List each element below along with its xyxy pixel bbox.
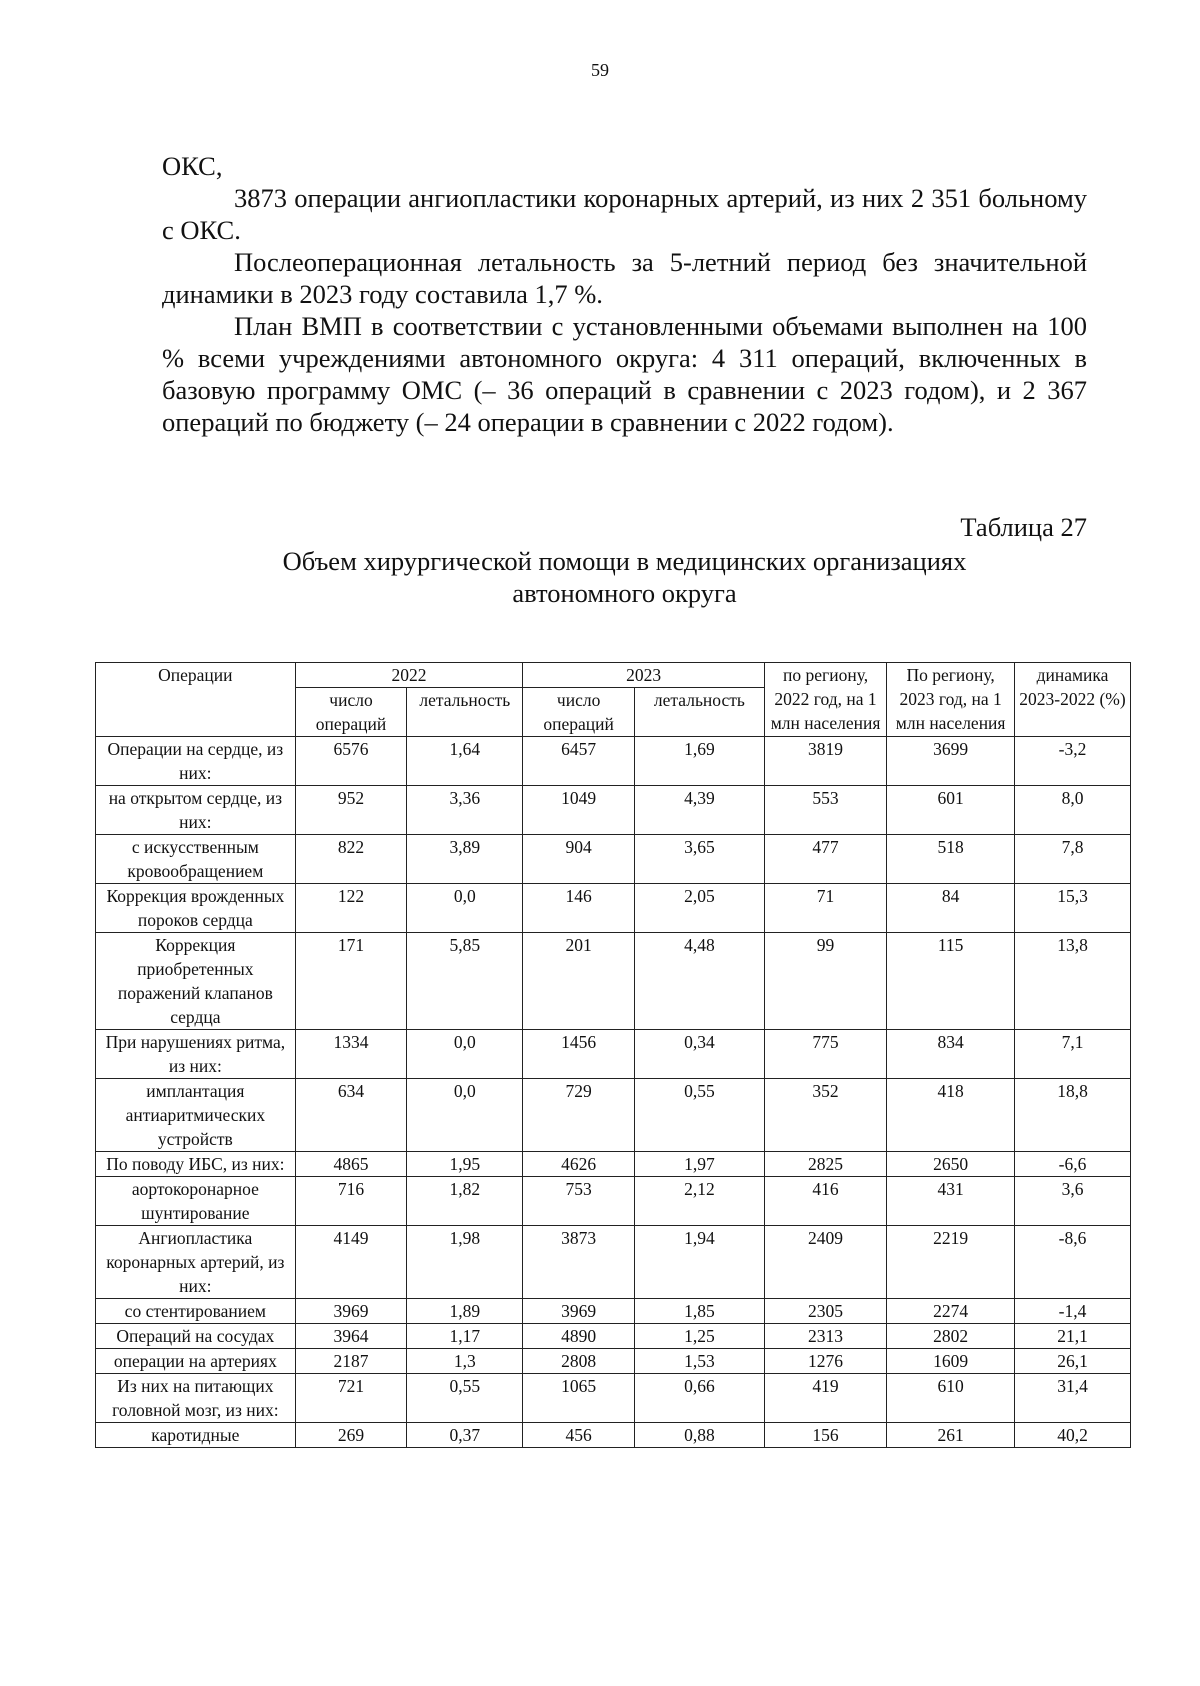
cell-mortality-2022: 0,37: [407, 1423, 523, 1448]
table-row: [96, 1423, 1131, 1448]
cell-row-label: каротидные: [96, 1423, 296, 1448]
table-row: [96, 884, 1131, 933]
cell-mortality-2023: 2,05: [634, 884, 764, 933]
cell-count-2022: 822: [295, 835, 407, 884]
cell-count-2023: 201: [523, 933, 635, 1030]
table-header-row: [96, 663, 1131, 688]
cell-region-2023: 1609: [887, 1349, 1015, 1374]
cell-count-2022: 634: [295, 1079, 407, 1152]
cell-count-2023: 4890: [523, 1324, 635, 1349]
cell-count-2023: 6457: [523, 737, 635, 786]
header-year-2023: 2023: [523, 663, 765, 688]
cell-mortality-2023: 0,88: [634, 1423, 764, 1448]
cell-dynamics: 18,8: [1015, 1079, 1131, 1152]
cell-dynamics: 7,1: [1015, 1030, 1131, 1079]
cell-mortality-2023: 1,94: [634, 1226, 764, 1299]
cell-mortality-2022: 1,64: [407, 737, 523, 786]
table-row: [96, 1349, 1131, 1374]
cell-mortality-2022: 1,3: [407, 1349, 523, 1374]
header-dynamics: динамика 2023-2022 (%): [1015, 663, 1131, 737]
cell-count-2022: 721: [295, 1374, 407, 1423]
cell-region-2023: 610: [887, 1374, 1015, 1423]
cell-row-label: с искусственным кровообращением: [96, 835, 296, 884]
cell-region-2023: 2802: [887, 1324, 1015, 1349]
cell-dynamics: 21,1: [1015, 1324, 1131, 1349]
cell-row-label: аортокоронарное шунтирование: [96, 1177, 296, 1226]
cell-dynamics: -8,6: [1015, 1226, 1131, 1299]
cell-region-2022: 3819: [764, 737, 886, 786]
cell-row-label: При нарушениях ритма, из них:: [96, 1030, 296, 1079]
table-row: [96, 1079, 1131, 1152]
cell-count-2022: 4149: [295, 1226, 407, 1299]
cell-region-2022: 156: [764, 1423, 886, 1448]
cell-count-2023: 2808: [523, 1349, 635, 1374]
cell-count-2023: 3969: [523, 1299, 635, 1324]
cell-mortality-2023: 3,65: [634, 835, 764, 884]
cell-count-2023: 729: [523, 1079, 635, 1152]
paragraph: План ВМП в соответствии с установленными объемами выполнен на 100 % всеми учреждениями автономного округа: 4 311 операций, включенных в базовую программу ОМС (– 36 операций в сравнении с 2023 годом), и 2 367 операций по бюджету (– 24 операции в сравнении с 2022 годом).: [162, 311, 1087, 437]
cell-row-label: Операции на сердце, из них:: [96, 737, 296, 786]
cell-mortality-2022: 1,82: [407, 1177, 523, 1226]
cell-dynamics: 15,3: [1015, 884, 1131, 933]
cell-region-2023: 2219: [887, 1226, 1015, 1299]
cell-mortality-2022: 3,36: [407, 786, 523, 835]
cell-count-2023: 3873: [523, 1226, 635, 1299]
table-row: [96, 1324, 1131, 1349]
cell-mortality-2023: 4,39: [634, 786, 764, 835]
cell-region-2022: 775: [764, 1030, 886, 1079]
cell-region-2023: 2274: [887, 1299, 1015, 1324]
cell-dynamics: 40,2: [1015, 1423, 1131, 1448]
cell-mortality-2022: 0,0: [407, 1079, 523, 1152]
table-row: [96, 835, 1131, 884]
cell-region-2022: 2313: [764, 1324, 886, 1349]
cell-count-2023: 1456: [523, 1030, 635, 1079]
cell-mortality-2023: 1,97: [634, 1152, 764, 1177]
header-mortality-2023: летальность: [634, 688, 764, 737]
cell-row-label: со стентированием: [96, 1299, 296, 1324]
cell-dynamics: 7,8: [1015, 835, 1131, 884]
cell-region-2022: 2409: [764, 1226, 886, 1299]
cell-mortality-2022: 0,0: [407, 1030, 523, 1079]
cell-region-2022: 477: [764, 835, 886, 884]
header-region-2023: По региону, 2023 год, на 1 млн населения: [887, 663, 1015, 737]
table-body: [96, 737, 1131, 1448]
body-text: [162, 150, 1087, 438]
cell-mortality-2023: 1,85: [634, 1299, 764, 1324]
cell-mortality-2022: 1,98: [407, 1226, 523, 1299]
cell-region-2023: 431: [887, 1177, 1015, 1226]
paragraph: Послеоперационная летальность за 5-летний период без значительной динамики в 2023 году составила 1,7 %.: [162, 247, 1087, 309]
cell-region-2022: 416: [764, 1177, 886, 1226]
cell-mortality-2023: 0,55: [634, 1079, 764, 1152]
table-row: [96, 1030, 1131, 1079]
cell-mortality-2023: 1,25: [634, 1324, 764, 1349]
cell-count-2022: 3969: [295, 1299, 407, 1324]
cell-mortality-2022: 3,89: [407, 835, 523, 884]
table-row: [96, 737, 1131, 786]
cell-row-label: Из них на питающих головной мозг, из них:: [96, 1374, 296, 1423]
cell-count-2022: 269: [295, 1423, 407, 1448]
cell-region-2023: 261: [887, 1423, 1015, 1448]
cell-region-2023: 418: [887, 1079, 1015, 1152]
cell-count-2023: 1049: [523, 786, 635, 835]
cell-row-label: По поводу ИБС, из них:: [96, 1152, 296, 1177]
cell-count-2022: 2187: [295, 1349, 407, 1374]
header-year-2022: 2022: [295, 663, 523, 688]
cell-region-2023: 115: [887, 933, 1015, 1030]
table-row: [96, 1152, 1131, 1177]
cell-mortality-2023: 0,34: [634, 1030, 764, 1079]
cell-region-2022: 2825: [764, 1152, 886, 1177]
cell-count-2022: 6576: [295, 737, 407, 786]
cell-mortality-2022: 0,55: [407, 1374, 523, 1423]
cell-count-2023: 1065: [523, 1374, 635, 1423]
cell-dynamics: 8,0: [1015, 786, 1131, 835]
cell-region-2023: 2650: [887, 1152, 1015, 1177]
cell-region-2022: 1276: [764, 1349, 886, 1374]
cell-count-2022: 1334: [295, 1030, 407, 1079]
cell-mortality-2023: 1,53: [634, 1349, 764, 1374]
cell-mortality-2023: 0,66: [634, 1374, 764, 1423]
cell-mortality-2022: 0,0: [407, 884, 523, 933]
paragraph: ОКС,: [162, 151, 223, 181]
cell-count-2023: 146: [523, 884, 635, 933]
cell-row-label: Ангиопластика коронарных артерий, из них:: [96, 1226, 296, 1299]
cell-mortality-2022: 1,17: [407, 1324, 523, 1349]
header-operations: Операции: [96, 663, 296, 737]
cell-count-2022: 122: [295, 884, 407, 933]
cell-region-2022: 99: [764, 933, 886, 1030]
cell-region-2022: 71: [764, 884, 886, 933]
table-row: [96, 1374, 1131, 1423]
cell-row-label: Коррекция приобретенных поражений клапанов сердца: [96, 933, 296, 1030]
cell-region-2023: 601: [887, 786, 1015, 835]
cell-dynamics: 3,6: [1015, 1177, 1131, 1226]
cell-count-2022: 952: [295, 786, 407, 835]
table-title-line: Объем хирургической помощи в медицинских организациях: [282, 546, 967, 576]
cell-count-2023: 456: [523, 1423, 635, 1448]
cell-row-label: Коррекция врожденных пороков сердца: [96, 884, 296, 933]
cell-dynamics: 26,1: [1015, 1349, 1131, 1374]
cell-region-2022: 553: [764, 786, 886, 835]
cell-row-label: имплантация антиаритмических устройств: [96, 1079, 296, 1152]
cell-region-2023: 3699: [887, 737, 1015, 786]
cell-count-2023: 4626: [523, 1152, 635, 1177]
cell-region-2023: 84: [887, 884, 1015, 933]
table-row: [96, 1177, 1131, 1226]
cell-row-label: операции на артериях: [96, 1349, 296, 1374]
table-title-line: автономного округа: [512, 578, 737, 608]
cell-count-2022: 3964: [295, 1324, 407, 1349]
paragraph: 3873 операции ангиопластики коронарных артерий, из них 2 351 больному с ОКС.: [162, 183, 1087, 245]
cell-count-2022: 716: [295, 1177, 407, 1226]
cell-mortality-2022: 1,95: [407, 1152, 523, 1177]
cell-row-label: Операций на сосудах: [96, 1324, 296, 1349]
cell-count-2023: 753: [523, 1177, 635, 1226]
cell-dynamics: -6,6: [1015, 1152, 1131, 1177]
cell-mortality-2022: 5,85: [407, 933, 523, 1030]
page-number: 59: [591, 60, 609, 80]
cell-row-label: на открытом сердце, из них:: [96, 786, 296, 835]
cell-count-2022: 4865: [295, 1152, 407, 1177]
table-row: [96, 786, 1131, 835]
cell-region-2023: 518: [887, 835, 1015, 884]
header-region-2022: по региону, 2022 год, на 1 млн населения: [764, 663, 886, 737]
cell-region-2022: 419: [764, 1374, 886, 1423]
cell-dynamics: -3,2: [1015, 737, 1131, 786]
cell-dynamics: -1,4: [1015, 1299, 1131, 1324]
cell-region-2022: 2305: [764, 1299, 886, 1324]
table-title: [162, 545, 1087, 609]
table-row: [96, 933, 1131, 1030]
cell-count-2023: 904: [523, 835, 635, 884]
cell-count-2022: 171: [295, 933, 407, 1030]
cell-region-2022: 352: [764, 1079, 886, 1152]
cell-dynamics: 13,8: [1015, 933, 1131, 1030]
header-mortality-2022: летальность: [407, 688, 523, 737]
table-label: Таблица 27: [960, 512, 1087, 542]
cell-mortality-2022: 1,89: [407, 1299, 523, 1324]
cell-mortality-2023: 2,12: [634, 1177, 764, 1226]
cell-region-2023: 834: [887, 1030, 1015, 1079]
cell-dynamics: 31,4: [1015, 1374, 1131, 1423]
surgery-table: [95, 662, 1131, 1448]
cell-mortality-2023: 4,48: [634, 933, 764, 1030]
header-count-2023: число операций: [523, 688, 635, 737]
header-count-2022: число операций: [295, 688, 407, 737]
table-row: [96, 1299, 1131, 1324]
cell-mortality-2023: 1,69: [634, 737, 764, 786]
table-row: [96, 1226, 1131, 1299]
